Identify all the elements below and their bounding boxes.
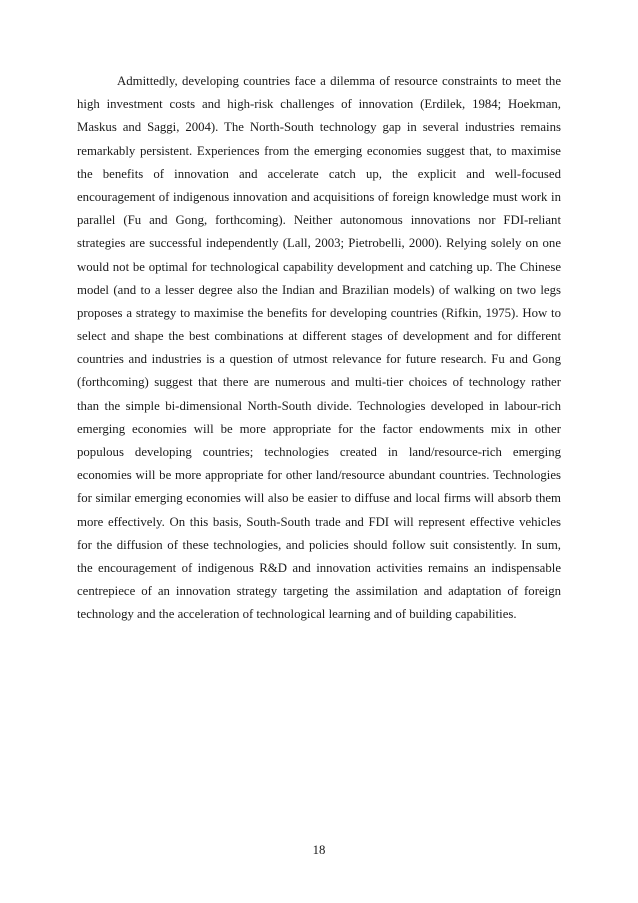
paragraph-line: technology and the acceleration of technological learning and of building capabilities. [77,607,517,622]
paragraph-line: model (and to a lesser degree also the Indian and Brazilian models) of walking on two legs [77,282,561,297]
paragraph-line: countries and industries is a question of utmost relevance for future research. Fu and Gong [77,352,561,367]
paragraph-line: select and shape the best combinations at different stages of development and for different [77,329,561,344]
paragraph-line: remarkably persistent. Experiences from the emerging economies suggest that, to maximise [77,143,561,158]
paragraph-line: encouragement of indigenous innovation and acquisitions of foreign knowledge must work in [77,189,561,204]
paragraph-line: the encouragement of indigenous R&D and innovation activities remains an indispensable [77,560,561,575]
paragraph-line: populous developing countries; technologies created in land/resource-rich emerging [77,445,561,459]
page-number: 18 [312,843,326,857]
paragraph-line: more effectively. On this basis, South-South trade and FDI will represent effective vehicles [77,514,561,529]
paragraph-line: Maskus and Saggi, 2004). The North-South technology gap in several industries remains [77,120,561,135]
paragraph-line: parallel (Fu and Gong, forthcoming). Neither autonomous innovations nor FDI-reliant [77,213,561,228]
paragraph-line: proposes a strategy to maximise the benefits for developing countries (Rifkin, 1975). How to [77,305,561,320]
paragraph-line: the benefits of innovation and accelerate catch up, the explicit and well-focused [77,166,561,181]
paragraph-line: emerging economies will be more appropriate for the factor endowments mix in other [77,421,561,436]
paragraph-line: strategies are successful independently (Lall, 2003; Pietrobelli, 2000). Relying solely on one [77,236,561,251]
paragraph-line: would not be optimal for technological capability development and catching up. The Chinese [77,259,561,274]
paragraph-line: than the simple bi-dimensional North-South divide. Technologies developed in labour-rich [77,398,561,413]
paragraph-line: for similar emerging economies will also be easier to diffuse and local firms will absorb them [77,491,561,506]
paragraph-line: Admittedly, developing countries face a dilemma of resource constraints to meet the [117,74,561,88]
paragraph-line: high investment costs and high-risk challenges of innovation (Erdilek, 1984; Hoekman, [77,97,561,112]
body-paragraph [77,70,561,627]
paragraph-line: economies will be more appropriate for other land/resource abundant countries. Technologies [77,468,561,483]
paragraph-line: (forthcoming) suggest that there are numerous and multi-tier choices of technology rather [77,375,561,390]
paragraph-line: for the diffusion of these technologies, and policies should follow suit consistently. In sum, [77,537,561,552]
paragraph-line: centrepiece of an innovation strategy targeting the assimilation and adaptation of foreign [77,584,561,599]
